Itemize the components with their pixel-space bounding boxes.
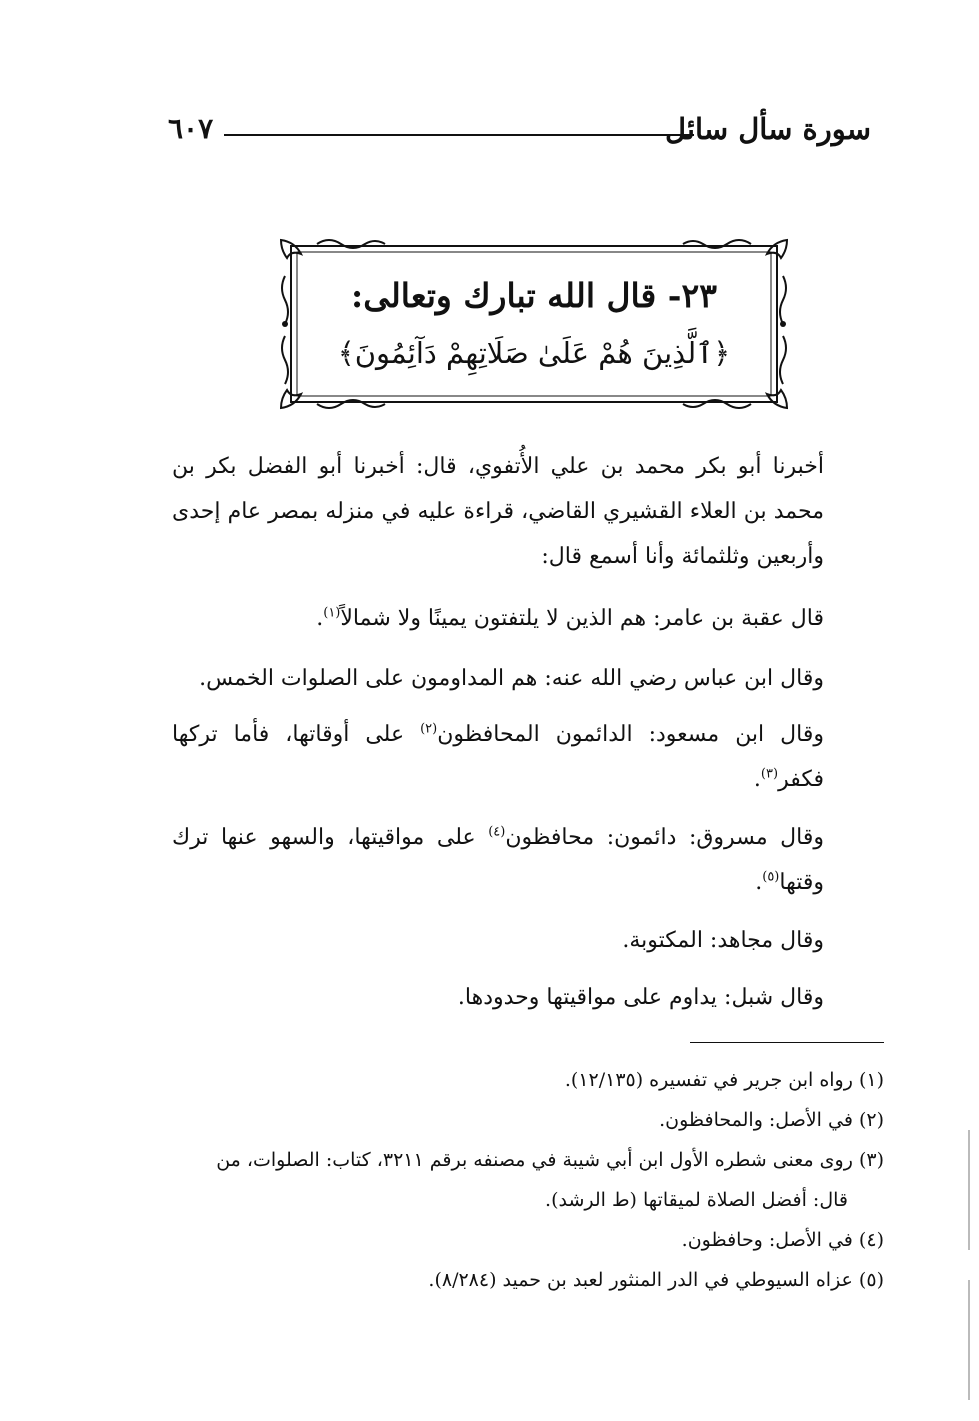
- scan-edge-mark: [968, 1280, 970, 1400]
- header-rule: [224, 134, 694, 136]
- footnote-5: (٥) عزاه السيوطي في الدر المنثور لعبد بن حميد (٨/٢٨٤).: [428, 1269, 884, 1291]
- period: .: [316, 606, 324, 631]
- footnote-ref-2: (٢): [420, 721, 438, 737]
- ornamental-frame: [277, 236, 791, 412]
- paragraph-mujahid: [172, 918, 884, 963]
- footnote-ref-4: (٤): [488, 824, 506, 840]
- quran-verse-text: ﴿ٱلَّذِينَ هُمْ عَلَىٰ صَلَاتِهِمْ دَآئِمُونَ﴾: [337, 336, 731, 370]
- footnote-ref-5: (٥): [762, 869, 780, 885]
- intro-text: أخبرنا أبو بكر محمد بن علي الأُتفوي، قال: أخبرنا أبو الفضل بكر بن محمد بن العلاء القشيري القاضي، قراءة عليه في منزله بمصر عام إحدى وأربعين وثلثمائة وأنا أسمع قال:: [172, 454, 824, 569]
- footnote-ref-3: (٣): [760, 766, 779, 782]
- scan-edge-mark: [968, 1130, 970, 1250]
- footnote-separator: [690, 1042, 884, 1043]
- footnote-3-continued: قال: أفضل الصلاة لميقاتها (ط الرشد).: [545, 1189, 848, 1211]
- paragraph-masruq: [172, 815, 884, 905]
- page-number: ٦٠٧: [168, 112, 214, 145]
- footnotes: [172, 1060, 884, 1300]
- paragraph-uqba: [172, 596, 884, 641]
- masruq-text-a: وقال مسروق: دائمون: محافظون: [505, 825, 825, 850]
- intro-paragraph: [172, 444, 884, 579]
- paragraph-shibl: [172, 975, 884, 1020]
- period: .: [753, 767, 761, 792]
- paragraph-masruq-text: [172, 815, 884, 905]
- paragraph-ibn-abbas: [172, 656, 884, 701]
- footnote-2: (٢) في الأصل: والمحافظون.: [659, 1109, 884, 1131]
- footnote-1: (١) رواه ابن جرير في تفسيره (١٢/١٣٥).: [564, 1069, 884, 1091]
- paragraph-ibn-masud-text: [172, 712, 884, 802]
- mujahid-text: وقال مجاهد: المكتوبة.: [622, 928, 824, 953]
- section-heading-text: ٢٣- قال الله تبارك وتعالى:: [351, 276, 717, 315]
- footnote-ref-1: (١): [323, 605, 341, 621]
- footnote-4: (٤) في الأصل: وحافظون.: [681, 1229, 884, 1251]
- ibn-abbas-text: وقال ابن عباس رضي الله عنه: هم المداومون على الصلوات الخمس.: [199, 666, 824, 691]
- footnote-3: (٣) روى معنى شطره الأول ابن أبي شيبة في مصنفه برقم ٣٢١١، كتاب: الصلوات، من: [216, 1149, 884, 1171]
- quran-verse: [277, 336, 791, 370]
- frame-border-icon: [277, 236, 791, 412]
- masruq-text-b: على مواقيتها، والسهو عنها ترك وقتها: [172, 825, 824, 895]
- period: .: [755, 870, 763, 895]
- paragraph-ibn-masud: [172, 712, 884, 802]
- surah-title: سورة سأل سائل: [664, 112, 871, 146]
- ibn-masud-text-a: وقال ابن مسعود: الدائمون المحافظون: [437, 722, 825, 747]
- uqba-text: قال عقبة بن عامر: هم الذين لا يلتفتون يمينًا ولا شمالاً: [340, 606, 824, 631]
- ibn-masud-text-b: على أوقاتها، فأما تركها فكفر: [172, 722, 824, 792]
- shibl-text: وقال شبل: يداوم على مواقيتها وحدودها.: [457, 985, 824, 1010]
- paragraph-uqba-text: [172, 596, 884, 641]
- section-heading: [277, 276, 791, 315]
